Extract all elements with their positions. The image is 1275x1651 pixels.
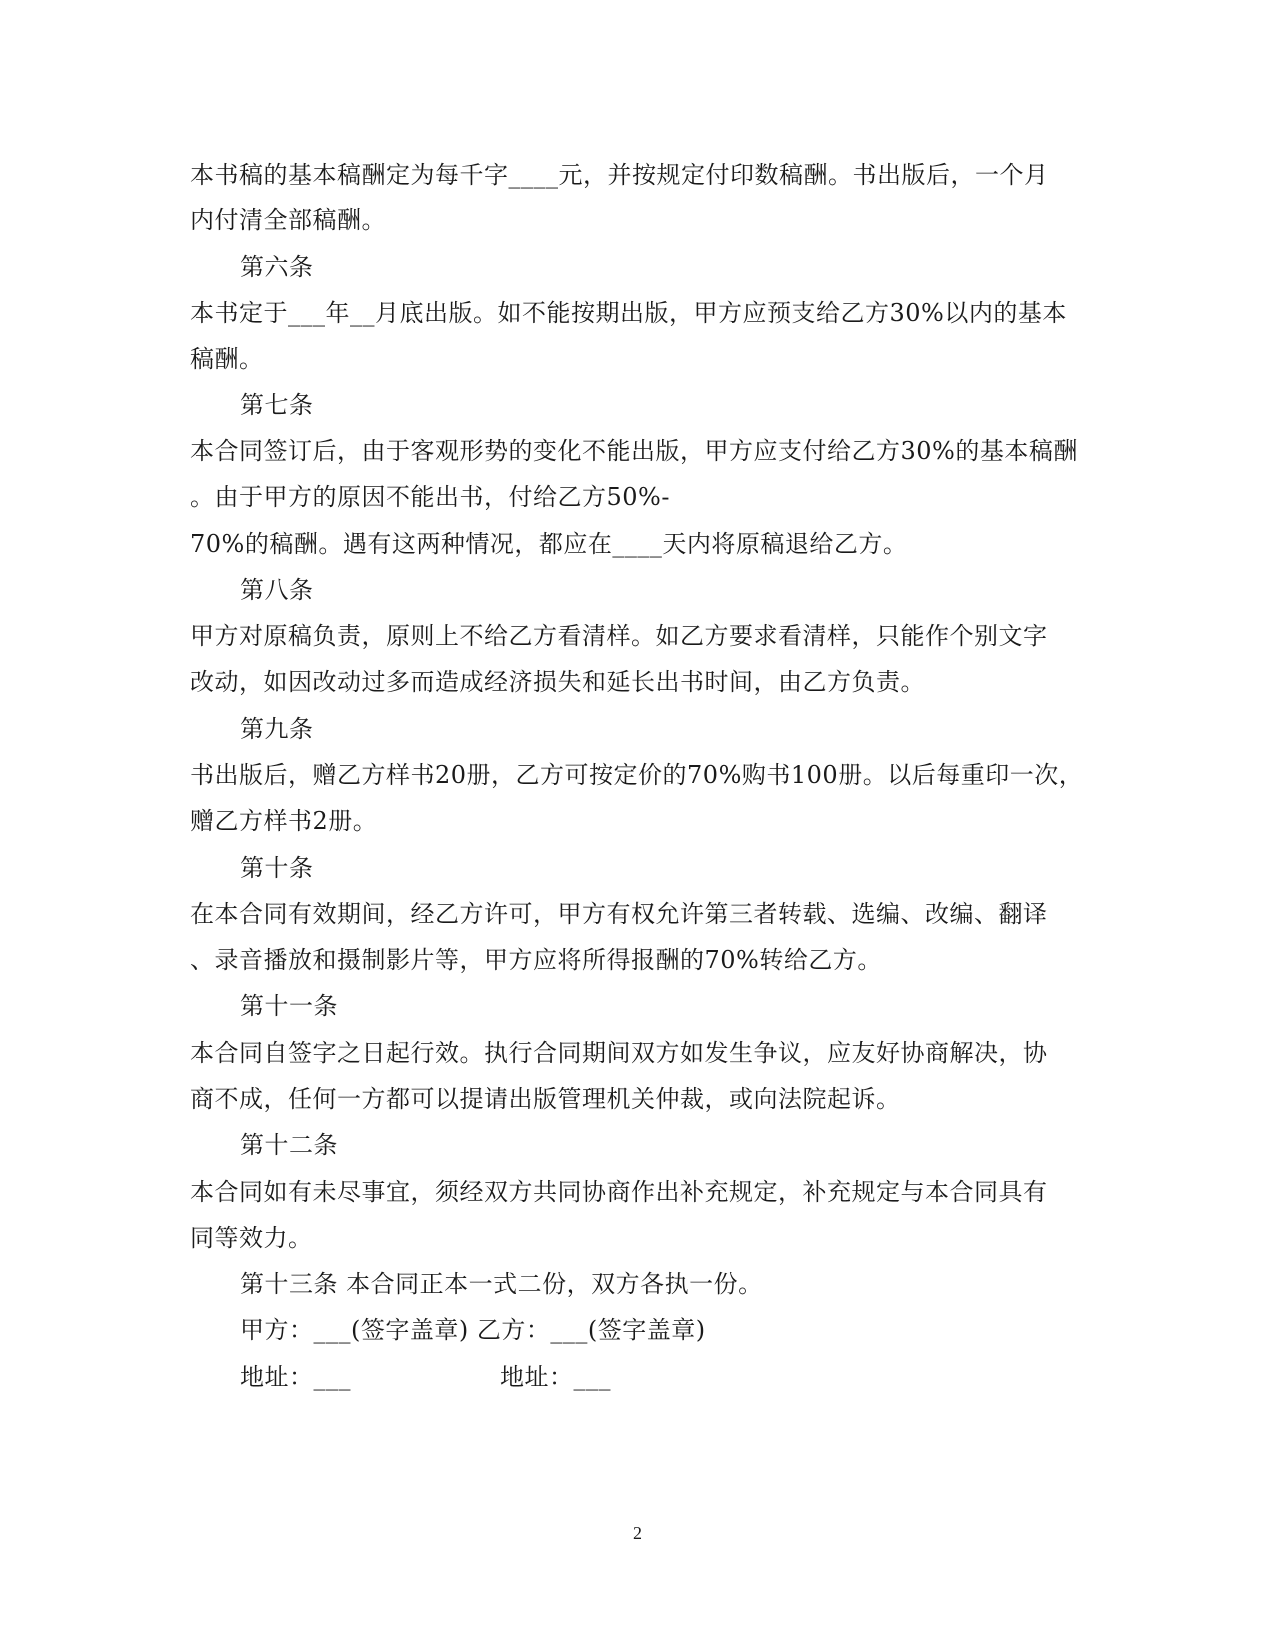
text-line-proofs-cont: 改动，如因改动过多而造成经济损失和延长出书时间，由乙方负责。 — [190, 668, 925, 696]
signature-line: 甲方：___(签字盖章) 乙方：___(签字盖章) — [240, 1316, 706, 1344]
article-8-heading: 第八条 — [240, 576, 314, 604]
article-9-heading: 第九条 — [240, 715, 314, 743]
text-line-sample-copies: 书出版后，赠乙方样书20册，乙方可按定价的70%购书100册。以后每重印一次， — [190, 761, 1084, 789]
article-7-heading: 第七条 — [240, 391, 314, 419]
text-line-rights: 在本合同有效期间，经乙方许可，甲方有权允许第三者转载、选编、改编、翻译 — [190, 900, 1048, 928]
text-line-publish-date-cont: 稿酬。 — [190, 345, 264, 373]
article-10-heading: 第十条 — [240, 854, 314, 882]
page-number: 2 — [633, 1523, 642, 1543]
text-line-disputes-cont: 商不成，任何一方都可以提请出版管理机关仲裁，或向法院起诉。 — [190, 1085, 901, 1113]
text-line-cancellation-cont: 。由于甲方的原因不能出书，付给乙方50%- — [190, 483, 670, 511]
article-6-heading: 第六条 — [240, 253, 314, 281]
address-party-b: 地址：___ — [500, 1363, 611, 1391]
text-line-disputes: 本合同自签字之日起行效。执行合同期间双方如发生争议，应友好协商解决，协 — [190, 1039, 1048, 1067]
text-line-fee: 本书稿的基本稿酬定为每千字____元，并按规定付印数稿酬。书出版后，一个月 — [190, 161, 1049, 189]
text-line-rights-cont: 、录音播放和摄制影片等，甲方应将所得报酬的70%转给乙方。 — [190, 946, 882, 974]
text-line-supplement: 本合同如有未尽事宜，须经双方共同协商作出补充规定，补充规定与本合同具有 — [190, 1178, 1048, 1206]
address-party-a: 地址：___ — [240, 1363, 351, 1391]
text-line-proofs: 甲方对原稿负责，原则上不给乙方看清样。如乙方要求看清样，只能作个别文字 — [190, 622, 1048, 650]
article-11-heading: 第十一条 — [240, 992, 338, 1020]
article-13-line: 第十三条 本合同正本一式二份，双方各执一份。 — [240, 1270, 763, 1298]
text-line-cancellation-end: 70%的稿酬。遇有这两种情况，都应在____天内将原稿退给乙方。 — [190, 530, 908, 558]
article-12-heading: 第十二条 — [240, 1131, 338, 1159]
text-line-cancellation: 本合同签订后，由于客观形势的变化不能出版，甲方应支付给乙方30%的基本稿酬 — [190, 437, 1078, 465]
text-line-publish-date: 本书定于___年__月底出版。如不能按期出版，甲方应预支给乙方30%以内的基本 — [190, 299, 1067, 327]
text-line-supplement-cont: 同等效力。 — [190, 1224, 313, 1252]
text-line-sample-copies-cont: 赠乙方样书2册。 — [190, 807, 378, 835]
text-line-fee-cont: 内付清全部稿酬。 — [190, 206, 386, 234]
